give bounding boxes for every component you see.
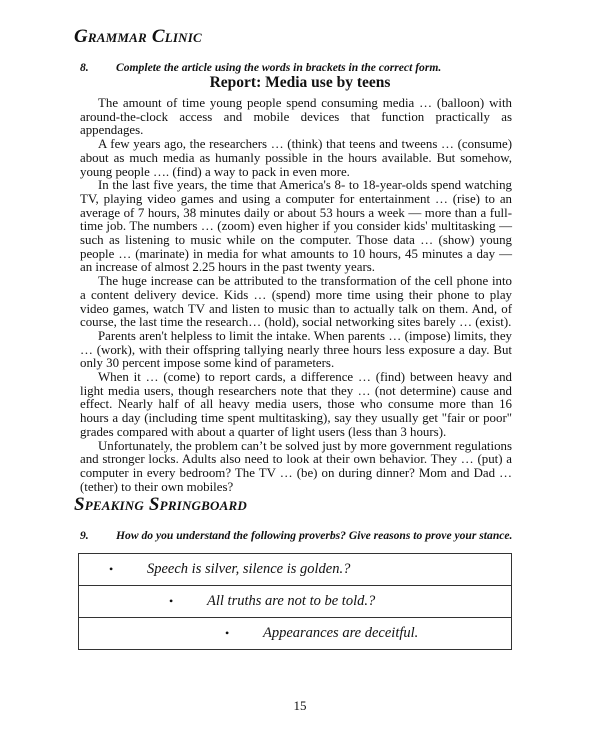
section-heading-speaking-springboard: Speaking Springboard bbox=[74, 494, 247, 515]
proverb-text: Speech is silver, silence is golden.? bbox=[147, 561, 351, 577]
article-title: Report: Media use by teens bbox=[209, 74, 391, 91]
section-heading-grammar-clinic: Grammar Clinic bbox=[74, 26, 202, 47]
task-text: How do you understand the following proverbs? Give reasons to prove your stance. bbox=[116, 529, 513, 542]
paragraph: In the last five years, the time that America's 8- to 18-year-olds spend watching TV, playing video games and using a computer for entertainment … (rise) to an average of 7 hours, 38 minutes daily or about 53 hours a week — more than a full-time job. The numbers … (zoom) even higher if you consider kids' multitasking — such as listening to music while on the computer. Those data … (show) young people … (marinate) in media for what amounts to 10 hours, 45 minutes a day — an increase of almost 2.25 hours in the past twenty years. bbox=[80, 178, 512, 275]
bullet-icon: • bbox=[225, 626, 230, 640]
paragraph: When it … (come) to report cards, a difference … (find) between heavy and light media users, though researchers note that they … (not determine) cause and effect. Nearly half of all heavy media users, those who consume more than 16 hours a day (including time spent multitasking), say they usually get "fair or poor" grades compared with about a quarter of light users (less than 3 hours). bbox=[80, 370, 512, 439]
proverb-text: Appearances are deceitful. bbox=[263, 625, 419, 641]
page-number: 15 bbox=[293, 698, 307, 713]
task-number: 9. bbox=[80, 529, 89, 542]
paragraph: A few years ago, the researchers … (think) that teens and tweens … (consume) about as much media as humanly possible in the hours available. But somehow, young people …. (find) a way to pack in even more. bbox=[80, 137, 512, 179]
proverb-row bbox=[79, 554, 511, 585]
task-8-instruction bbox=[80, 61, 441, 74]
paragraph: Parents aren't helpless to limit the intake. When parents … (impose) limits, they … (work), with their offspring tallying nearly three hours less exposure a day. But only 30 percent impose some kind of parameters. bbox=[80, 328, 512, 371]
bullet-icon: • bbox=[109, 562, 114, 576]
task-9-instruction bbox=[80, 529, 512, 542]
paragraph: Unfortunately, the problem can’t be solved just by more government regulations and stronger locks. Adults also need to look at their own behavior. They … (put) a computer in every bedroom? The TV … (be) on during dinner? Mom and Dad … (tether) to their own mobiles? bbox=[80, 438, 512, 494]
proverbs-table bbox=[78, 553, 512, 650]
proverb-text: All truths are not to be told.? bbox=[207, 593, 376, 609]
proverb-row bbox=[79, 617, 511, 649]
paragraph: The huge increase can be attributed to the transformation of the cell phone into a content delivery device. Kids … (spend) more time using their phone to play video games, watch TV and listen to music than to actually talk on them. And, of course, the last time the research… (hold), social networking sites barely … (exist). bbox=[80, 274, 512, 330]
proverb-row bbox=[79, 585, 511, 617]
bullet-icon: • bbox=[169, 594, 174, 608]
task-number: 8. bbox=[80, 61, 89, 74]
task-text: Complete the article using the words in brackets in the correct form. bbox=[116, 61, 442, 74]
paragraph: The amount of time young people spend consuming media … (balloon) with around-the-clock access and mobile devices that function practically as appendages. bbox=[80, 96, 512, 138]
article-body bbox=[80, 97, 512, 494]
